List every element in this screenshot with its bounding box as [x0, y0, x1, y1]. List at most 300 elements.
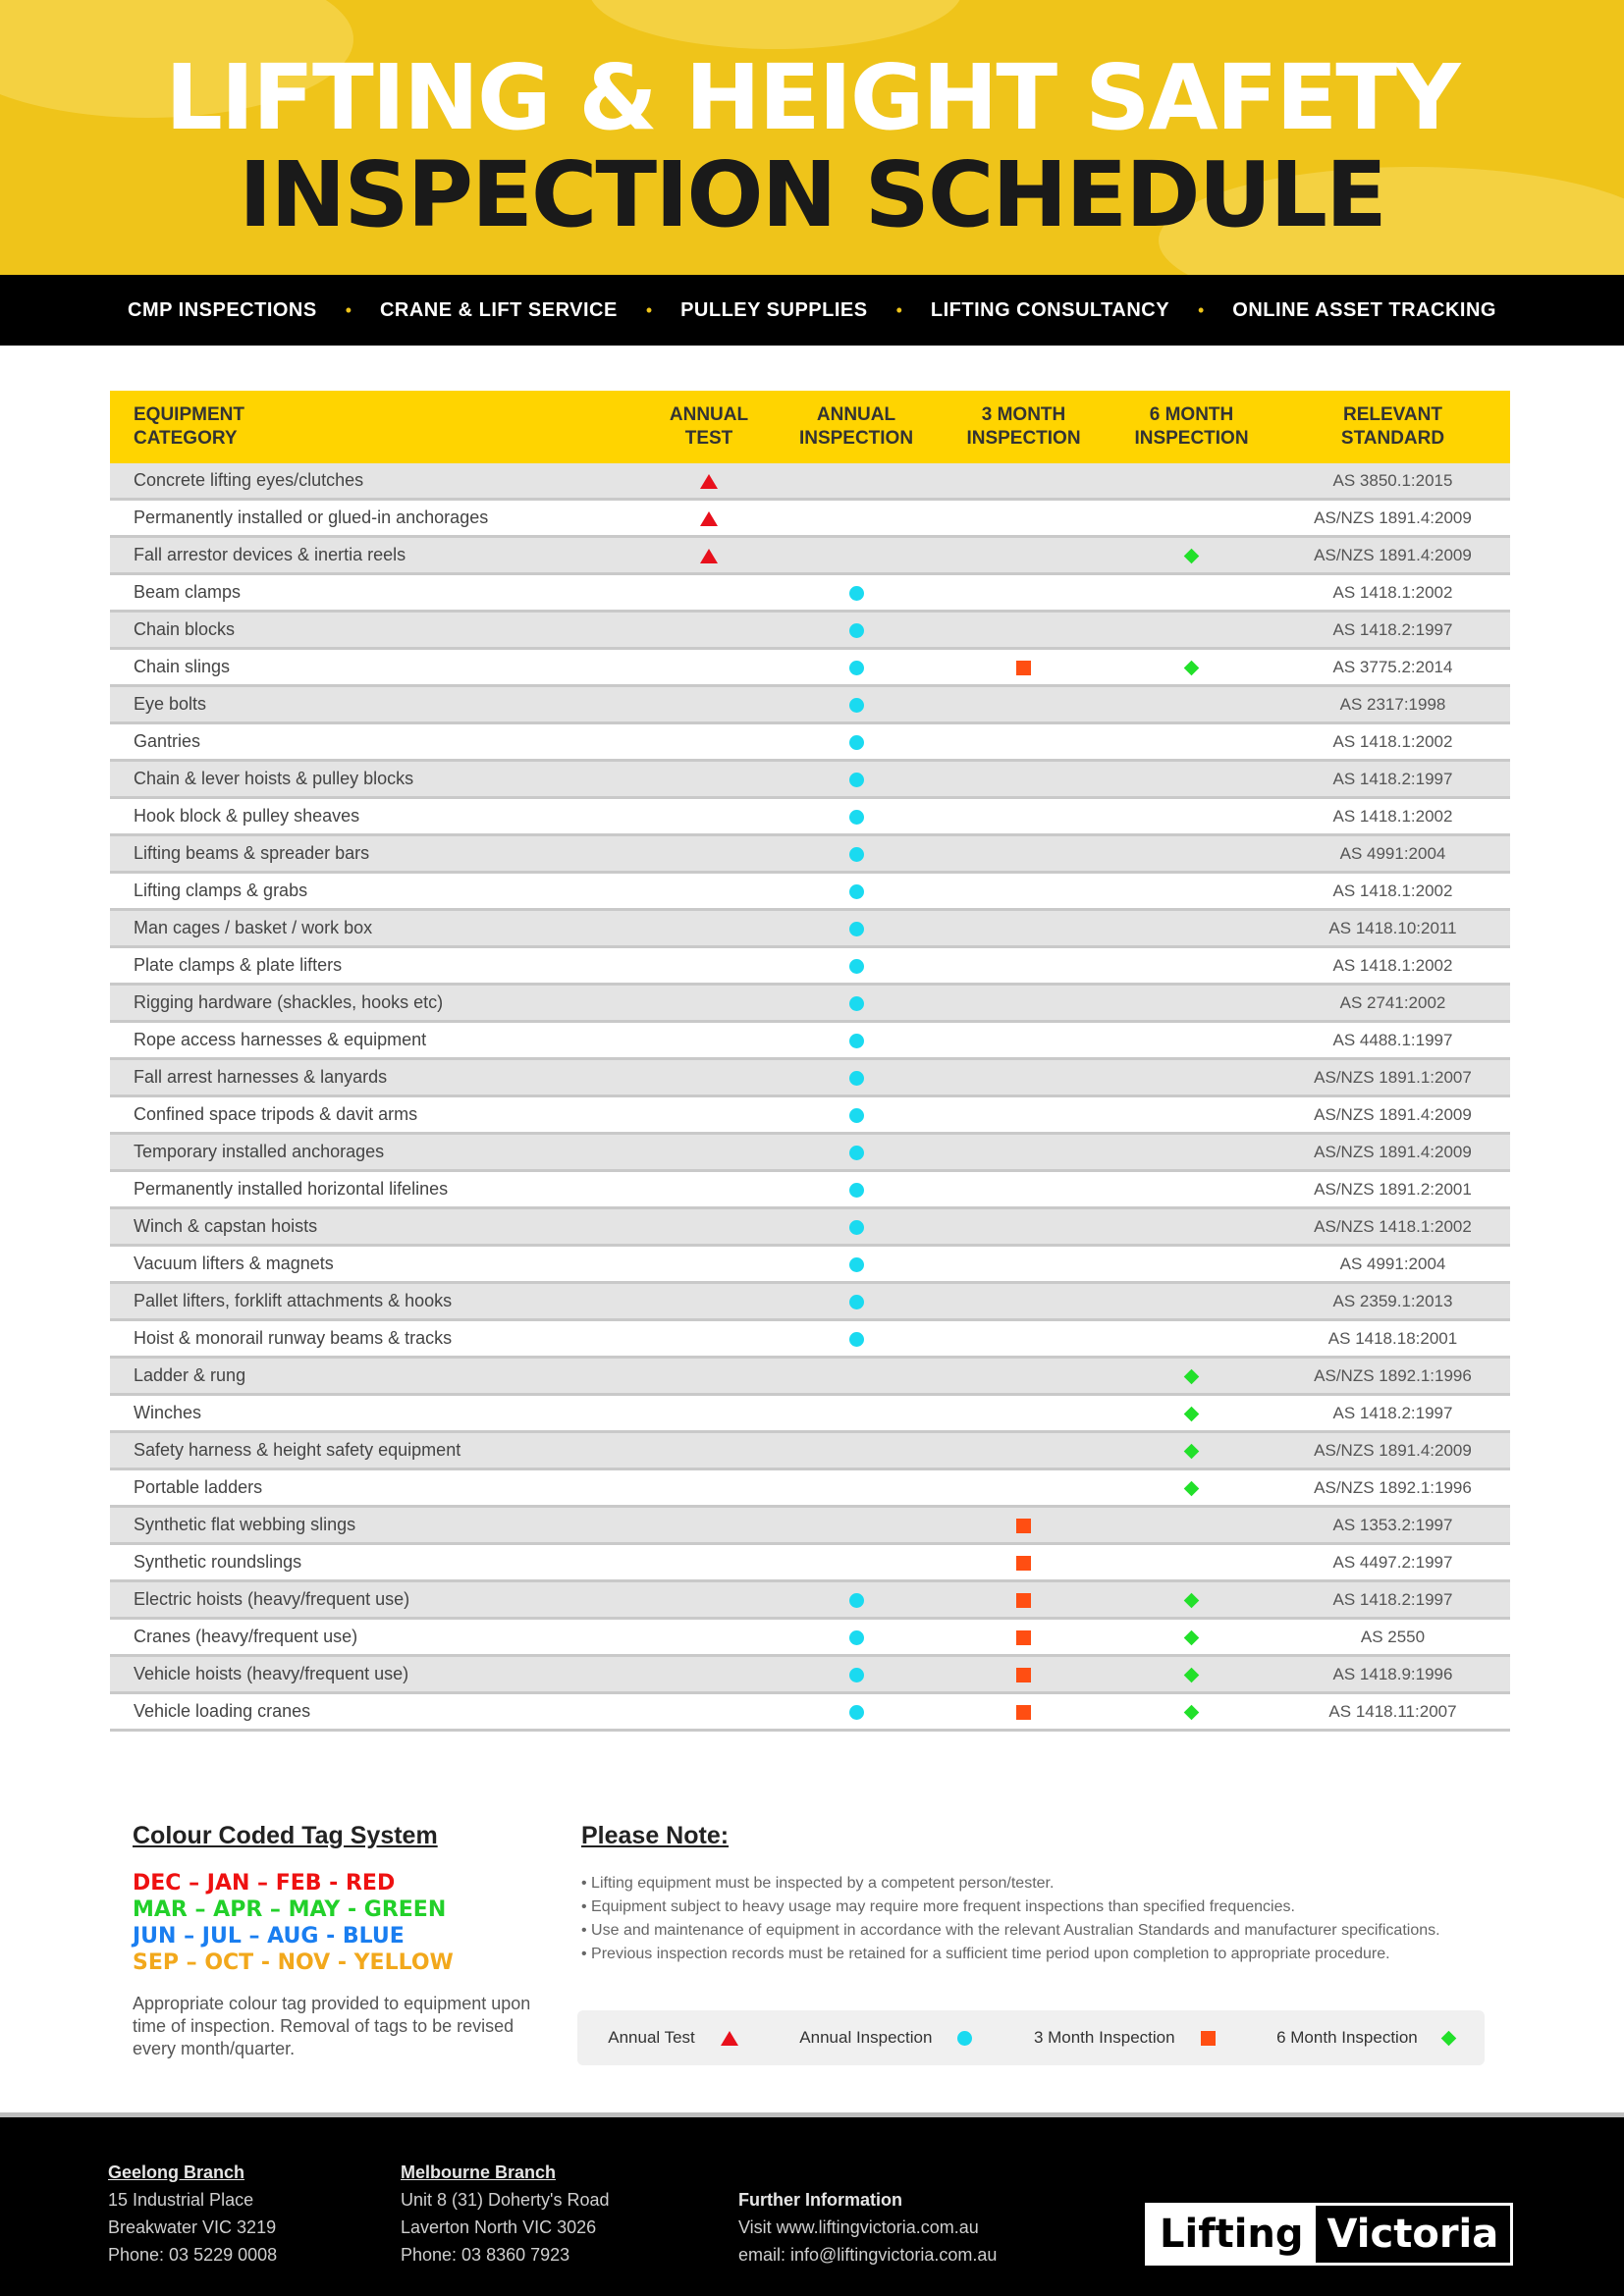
relevant-standard: AS/NZS 1892.1:1996	[1275, 1358, 1510, 1395]
annual-inspection-mark-icon	[849, 1183, 864, 1198]
schedule-cell	[645, 835, 773, 873]
footer-line: Unit 8 (31) Doherty's Road	[401, 2190, 610, 2210]
relevant-standard: AS 2741:2002	[1275, 985, 1510, 1022]
footer-info-title: Further Information	[738, 2190, 902, 2210]
table-row	[110, 1246, 1510, 1283]
schedule-cell	[1108, 574, 1275, 612]
table-row	[110, 1283, 1510, 1320]
table-row	[110, 723, 1510, 761]
schedule-cell	[645, 1544, 773, 1581]
key-label: 6 Month Inspection	[1276, 2028, 1418, 2047]
table-row	[110, 686, 1510, 723]
annual-inspection-mark-icon	[849, 623, 864, 638]
schedule-cell	[940, 761, 1108, 798]
notes-list	[581, 1872, 1524, 1966]
schedule-cell	[773, 1208, 940, 1246]
schedule-cell	[1108, 1544, 1275, 1581]
header-annual-test: ANNUAL TEST	[645, 391, 773, 463]
equipment-name: Concrete lifting eyes/clutches	[110, 463, 645, 500]
schedule-cell	[773, 574, 940, 612]
equipment-name: Chain blocks	[110, 612, 645, 649]
schedule-cell	[1108, 873, 1275, 910]
table-row	[110, 1320, 1510, 1358]
service-item: PULLEY SUPPLIES	[680, 298, 868, 321]
schedule-cell	[1108, 686, 1275, 723]
schedule-cell	[773, 1693, 940, 1731]
schedule-cell	[773, 761, 940, 798]
table-row	[110, 835, 1510, 873]
equipment-name: Winches	[110, 1395, 645, 1432]
six-month-mark-icon	[1184, 1667, 1200, 1682]
schedule-cell	[773, 798, 940, 835]
header-3-month-inspection: 3 MONTH INSPECTION	[940, 391, 1108, 463]
schedule-cell	[940, 910, 1108, 947]
annual-inspection-mark-icon	[849, 773, 864, 787]
schedule-cell	[940, 1619, 1108, 1656]
note-item: • Previous inspection records must be retained for a sufficient time period upon completion to appropriate procedure.	[581, 1946, 1390, 1962]
equipment-name: Permanently installed or glued-in anchorages	[110, 500, 645, 537]
note-item: • Lifting equipment must be inspected by a competent person/tester.	[581, 1875, 1055, 1892]
schedule-cell	[645, 463, 773, 500]
schedule-cell	[940, 1171, 1108, 1208]
services-list	[128, 275, 1496, 346]
schedule-cell	[645, 1358, 773, 1395]
table-row	[110, 1208, 1510, 1246]
schedule-cell	[645, 1096, 773, 1134]
logo-part-2: Victoria	[1316, 2206, 1511, 2263]
equipment-name: Portable ladders	[110, 1469, 645, 1507]
schedule-cell	[1108, 1208, 1275, 1246]
relevant-standard: AS 2359.1:2013	[1275, 1283, 1510, 1320]
relevant-standard: AS 1353.2:1997	[1275, 1507, 1510, 1544]
header-relevant-standard: RELEVANT STANDARD	[1275, 391, 1510, 463]
schedule-cell	[940, 574, 1108, 612]
equipment-name: Fall arrest harnesses & lanyards	[110, 1059, 645, 1096]
schedule-cell	[1108, 1469, 1275, 1507]
schedule-cell	[940, 1022, 1108, 1059]
schedule-cell	[940, 1581, 1108, 1619]
relevant-standard: AS/NZS 1891.4:2009	[1275, 1432, 1510, 1469]
table-row	[110, 612, 1510, 649]
annual-inspection-mark-icon	[849, 1630, 864, 1645]
annual-inspection-mark-icon	[849, 1705, 864, 1720]
footer-melbourne	[401, 2159, 610, 2269]
schedule-cell	[645, 649, 773, 686]
six-month-mark-icon	[1184, 1704, 1200, 1720]
key-item	[608, 2028, 738, 2048]
schedule-cell	[940, 1208, 1108, 1246]
table-row	[110, 1358, 1510, 1395]
schedule-cell	[940, 463, 1108, 500]
relevant-standard: AS/NZS 1891.4:2009	[1275, 500, 1510, 537]
footer-line: Breakwater VIC 3219	[108, 2217, 277, 2237]
logo-part-1: Lifting	[1148, 2206, 1316, 2263]
annual-inspection-mark-icon	[849, 959, 864, 974]
schedule-cell	[940, 1432, 1108, 1469]
table-row	[110, 1507, 1510, 1544]
table-row	[110, 1395, 1510, 1432]
three-month-mark-icon	[1016, 661, 1031, 675]
schedule-cell	[645, 1320, 773, 1358]
schedule-cell	[645, 1656, 773, 1693]
relevant-standard: AS/NZS 1892.1:1996	[1275, 1469, 1510, 1507]
table-row	[110, 1059, 1510, 1096]
schedule-cell	[645, 537, 773, 574]
schedule-cell	[940, 1656, 1108, 1693]
schedule-cell	[1108, 1134, 1275, 1171]
equipment-name: Vehicle loading cranes	[110, 1693, 645, 1731]
relevant-standard: AS 2550	[1275, 1619, 1510, 1656]
annual-test-mark-icon	[700, 549, 718, 563]
relevant-standard: AS/NZS 1891.2:2001	[1275, 1171, 1510, 1208]
schedule-cell	[940, 1395, 1108, 1432]
table-row	[110, 873, 1510, 910]
schedule-cell	[645, 1208, 773, 1246]
schedule-cell	[1108, 1022, 1275, 1059]
schedule-cell	[1108, 1059, 1275, 1096]
schedule-cell	[773, 1059, 940, 1096]
equipment-name: Lifting beams & spreader bars	[110, 835, 645, 873]
schedule-cell	[940, 500, 1108, 537]
schedule-cell	[773, 649, 940, 686]
equipment-name: Winch & capstan hoists	[110, 1208, 645, 1246]
schedule-cell	[1108, 1395, 1275, 1432]
relevant-standard: AS 1418.1:2002	[1275, 723, 1510, 761]
schedule-cell	[773, 947, 940, 985]
relevant-standard: AS 1418.1:2002	[1275, 873, 1510, 910]
table-row	[110, 1581, 1510, 1619]
schedule-cell	[1108, 500, 1275, 537]
footer	[0, 2112, 1624, 2296]
nav-separator: •	[1198, 299, 1205, 320]
schedule-cell	[773, 1581, 940, 1619]
schedule-cell	[773, 835, 940, 873]
schedule-cell	[1108, 1432, 1275, 1469]
tag-system-title: Colour Coded Tag System	[133, 1822, 438, 1849]
table-row	[110, 1096, 1510, 1134]
schedule-cell	[940, 947, 1108, 985]
annual-inspection-mark-icon	[849, 1295, 864, 1309]
schedule-cell	[773, 1619, 940, 1656]
footer-line: 15 Industrial Place	[108, 2190, 254, 2210]
schedule-cell	[645, 1469, 773, 1507]
table-row	[110, 910, 1510, 947]
schedule-cell	[1108, 463, 1275, 500]
schedule-cell	[940, 1059, 1108, 1096]
schedule-cell	[940, 1096, 1108, 1134]
schedule-cell	[645, 612, 773, 649]
footer-line: Laverton North VIC 3026	[401, 2217, 597, 2237]
schedule-cell	[940, 686, 1108, 723]
schedule-cell	[773, 723, 940, 761]
schedule-cell	[1108, 1693, 1275, 1731]
three-month-mark-icon	[1016, 1593, 1031, 1608]
annual-inspection-mark-icon	[849, 1146, 864, 1160]
relevant-standard: AS 2317:1998	[1275, 686, 1510, 723]
schedule-cell	[1108, 1619, 1275, 1656]
nav-separator: •	[345, 299, 352, 320]
equipment-name: Confined space tripods & davit arms	[110, 1096, 645, 1134]
services-bar	[0, 275, 1624, 346]
six-month-mark-icon	[1184, 1480, 1200, 1496]
schedule-cell	[1108, 612, 1275, 649]
schedule-cell	[645, 1581, 773, 1619]
schedule-cell	[940, 649, 1108, 686]
schedule-cell	[1108, 947, 1275, 985]
symbol-key	[577, 2010, 1485, 2065]
equipment-name: Vacuum lifters & magnets	[110, 1246, 645, 1283]
equipment-name: Man cages / basket / work box	[110, 910, 645, 947]
title-line-2: INSPECTION SCHEDULE	[239, 142, 1385, 247]
schedule-cell	[940, 1320, 1108, 1358]
three-month-mark-icon	[1016, 1705, 1031, 1720]
table-row	[110, 761, 1510, 798]
annual-test-mark-icon	[700, 474, 718, 489]
schedule-cell	[1108, 1283, 1275, 1320]
equipment-name: Permanently installed horizontal lifelines	[110, 1171, 645, 1208]
service-item: CRANE & LIFT SERVICE	[379, 298, 618, 321]
relevant-standard: AS/NZS 1418.1:2002	[1275, 1208, 1510, 1246]
three-month-mark-icon	[1016, 1668, 1031, 1682]
season-yellow: SEP – OCT - NOV - YELLOW	[133, 1950, 454, 1975]
schedule-cell	[940, 1544, 1108, 1581]
relevant-standard: AS 1418.18:2001	[1275, 1320, 1510, 1358]
relevant-standard: AS 3775.2:2014	[1275, 649, 1510, 686]
annual-inspection-mark-icon	[849, 996, 864, 1011]
equipment-name: Synthetic roundslings	[110, 1544, 645, 1581]
season-blue: JUN – JUL – AUG - BLUE	[133, 1924, 405, 1949]
six-month-mark-icon	[1184, 1406, 1200, 1421]
note-item: • Equipment subject to heavy usage may require more frequent inspections than specified frequencies.	[581, 1898, 1295, 1915]
annual-inspection-mark-icon	[849, 922, 864, 936]
table-row	[110, 947, 1510, 985]
equipment-name: Hoist & monorail runway beams & tracks	[110, 1320, 645, 1358]
schedule-cell	[773, 1096, 940, 1134]
schedule-cell	[645, 723, 773, 761]
schedule-cell	[773, 1283, 940, 1320]
annual-inspection-mark-icon	[849, 1071, 864, 1086]
table-header-row	[110, 391, 1510, 463]
schedule-cell	[1108, 537, 1275, 574]
table-row	[110, 985, 1510, 1022]
schedule-cell	[773, 537, 940, 574]
equipment-name: Chain & lever hoists & pulley blocks	[110, 761, 645, 798]
schedule-cell	[645, 1246, 773, 1283]
schedule-cell	[773, 1022, 940, 1059]
three-month-mark-icon	[1016, 1556, 1031, 1571]
header-6-month-inspection: 6 MONTH INSPECTION	[1108, 391, 1275, 463]
schedule-cell	[940, 798, 1108, 835]
equipment-name: Vehicle hoists (heavy/frequent use)	[110, 1656, 645, 1693]
schedule-cell	[645, 798, 773, 835]
annual-test-mark-icon	[700, 511, 718, 526]
service-item: CMP INSPECTIONS	[128, 298, 317, 321]
schedule-cell	[773, 1246, 940, 1283]
schedule-cell	[773, 985, 940, 1022]
schedule-cell	[1108, 649, 1275, 686]
diamond-icon	[1440, 2030, 1456, 2046]
footer-geelong-title: Geelong Branch	[108, 2163, 245, 2182]
schedule-cell	[1108, 985, 1275, 1022]
schedule-cell	[773, 873, 940, 910]
footer-melbourne-title: Melbourne Branch	[401, 2163, 557, 2182]
annual-inspection-mark-icon	[849, 661, 864, 675]
six-month-mark-icon	[1184, 1592, 1200, 1608]
schedule-cell	[645, 1022, 773, 1059]
schedule-cell	[645, 1693, 773, 1731]
schedule-cell	[940, 1358, 1108, 1395]
schedule-cell	[645, 873, 773, 910]
annual-inspection-mark-icon	[849, 847, 864, 862]
schedule-cell	[940, 723, 1108, 761]
notes-title: Please Note:	[581, 1822, 730, 1849]
annual-inspection-mark-icon	[849, 1593, 864, 1608]
relevant-standard: AS 3850.1:2015	[1275, 463, 1510, 500]
schedule-cell	[773, 1358, 940, 1395]
equipment-name: Ladder & rung	[110, 1358, 645, 1395]
schedule-cell	[940, 1469, 1108, 1507]
schedule-cell	[773, 500, 940, 537]
schedule-cell	[773, 1469, 940, 1507]
equipment-name: Safety harness & height safety equipment	[110, 1432, 645, 1469]
nav-separator: •	[895, 299, 902, 320]
six-month-mark-icon	[1184, 1368, 1200, 1384]
relevant-standard: AS 1418.1:2002	[1275, 798, 1510, 835]
table-row	[110, 1619, 1510, 1656]
table-body	[110, 463, 1510, 1731]
annual-inspection-mark-icon	[849, 735, 864, 750]
annual-inspection-mark-icon	[849, 586, 864, 601]
schedule-cell	[1108, 1246, 1275, 1283]
footer-email-link[interactable]: email: info@liftingvictoria.com.au	[738, 2245, 998, 2265]
schedule-cell	[645, 574, 773, 612]
footer-website-link[interactable]: Visit www.liftingvictoria.com.au	[738, 2217, 979, 2237]
annual-inspection-mark-icon	[849, 810, 864, 825]
equipment-name: Cranes (heavy/frequent use)	[110, 1619, 645, 1656]
schedule-cell	[645, 1432, 773, 1469]
six-month-mark-icon	[1184, 1629, 1200, 1645]
annual-inspection-mark-icon	[849, 1034, 864, 1048]
header-equipment-category: EQUIPMENT CATEGORY	[110, 391, 645, 463]
relevant-standard: AS 1418.2:1997	[1275, 612, 1510, 649]
schedule-cell	[1108, 910, 1275, 947]
schedule-cell	[645, 910, 773, 947]
footer-line: Phone: 03 5229 0008	[108, 2245, 278, 2265]
tag-system-description: Appropriate colour tag provided to equipment upon time of inspection. Removal of tags to be revised every month/quarter.	[133, 1994, 531, 2058]
schedule-cell	[940, 1134, 1108, 1171]
inspection-schedule-table	[110, 391, 1510, 1732]
header-banner	[0, 0, 1624, 275]
schedule-cell	[1108, 1096, 1275, 1134]
schedule-cell	[773, 463, 940, 500]
relevant-standard: AS 1418.1:2002	[1275, 947, 1510, 985]
annual-inspection-mark-icon	[849, 698, 864, 713]
equipment-name: Rope access harnesses & equipment	[110, 1022, 645, 1059]
table-row	[110, 1022, 1510, 1059]
schedule-cell	[1108, 1507, 1275, 1544]
relevant-standard: AS 4991:2004	[1275, 1246, 1510, 1283]
equipment-name: Hook block & pulley sheaves	[110, 798, 645, 835]
equipment-name: Fall arrestor devices & inertia reels	[110, 537, 645, 574]
table-row	[110, 1432, 1510, 1469]
table-row	[110, 798, 1510, 835]
schedule-cell	[1108, 1656, 1275, 1693]
equipment-name: Plate clamps & plate lifters	[110, 947, 645, 985]
schedule-cell	[773, 1507, 940, 1544]
footer-line: Phone: 03 8360 7923	[401, 2245, 570, 2265]
equipment-name: Temporary installed anchorages	[110, 1134, 645, 1171]
six-month-mark-icon	[1184, 1443, 1200, 1459]
relevant-standard: AS 4991:2004	[1275, 835, 1510, 873]
schedule-cell	[1108, 1171, 1275, 1208]
season-green: MAR – APR – MAY - GREEN	[133, 1897, 447, 1922]
table-row	[110, 463, 1510, 500]
schedule-cell	[1108, 761, 1275, 798]
table-row	[110, 1693, 1510, 1731]
annual-inspection-mark-icon	[849, 884, 864, 899]
circle-icon	[957, 2031, 972, 2046]
relevant-standard: AS 1418.1:2002	[1275, 574, 1510, 612]
title-line-1: LIFTING & HEIGHT SAFETY	[165, 45, 1459, 150]
relevant-standard: AS 1418.10:2011	[1275, 910, 1510, 947]
schedule-cell	[773, 1544, 940, 1581]
schedule-cell	[645, 1283, 773, 1320]
schedule-cell	[773, 686, 940, 723]
relevant-standard: AS/NZS 1891.4:2009	[1275, 1134, 1510, 1171]
relevant-standard: AS 1418.2:1997	[1275, 1581, 1510, 1619]
schedule-cell	[645, 947, 773, 985]
equipment-name: Pallet lifters, forklift attachments & hooks	[110, 1283, 645, 1320]
table-row	[110, 1544, 1510, 1581]
relevant-standard: AS/NZS 1891.4:2009	[1275, 1096, 1510, 1134]
table-row	[110, 1171, 1510, 1208]
table-row	[110, 649, 1510, 686]
schedule-cell	[1108, 835, 1275, 873]
schedule-cell	[940, 612, 1108, 649]
footer-info	[738, 2186, 997, 2269]
schedule-cell	[940, 1283, 1108, 1320]
triangle-icon	[721, 2031, 738, 2046]
key-label: 3 Month Inspection	[1033, 2028, 1175, 2047]
relevant-standard: AS/NZS 1891.4:2009	[1275, 537, 1510, 574]
equipment-name: Chain slings	[110, 649, 645, 686]
note-item: • Use and maintenance of equipment in accordance with the relevant Australian Standards and manufacturer specifications.	[581, 1922, 1440, 1939]
schedule-cell	[645, 1134, 773, 1171]
schedule-cell	[1108, 1320, 1275, 1358]
schedule-cell	[773, 1656, 940, 1693]
schedule-cell	[940, 985, 1108, 1022]
schedule-cell	[645, 1619, 773, 1656]
key-item	[1034, 2028, 1216, 2048]
schedule-cell	[645, 1395, 773, 1432]
six-month-mark-icon	[1184, 660, 1200, 675]
lifting-victoria-logo	[1145, 2203, 1513, 2266]
annual-inspection-mark-icon	[849, 1108, 864, 1123]
table-row	[110, 1656, 1510, 1693]
schedule-cell	[940, 835, 1108, 873]
key-item	[1276, 2028, 1454, 2048]
relevant-standard: AS 4488.1:1997	[1275, 1022, 1510, 1059]
schedule-cell	[773, 1395, 940, 1432]
relevant-standard: AS 1418.2:1997	[1275, 761, 1510, 798]
schedule-cell	[940, 873, 1108, 910]
schedule-cell	[773, 1134, 940, 1171]
schedule-cell	[645, 1171, 773, 1208]
schedule-cell	[645, 761, 773, 798]
relevant-standard: AS 1418.2:1997	[1275, 1395, 1510, 1432]
equipment-name: Beam clamps	[110, 574, 645, 612]
nav-separator: •	[645, 299, 653, 320]
